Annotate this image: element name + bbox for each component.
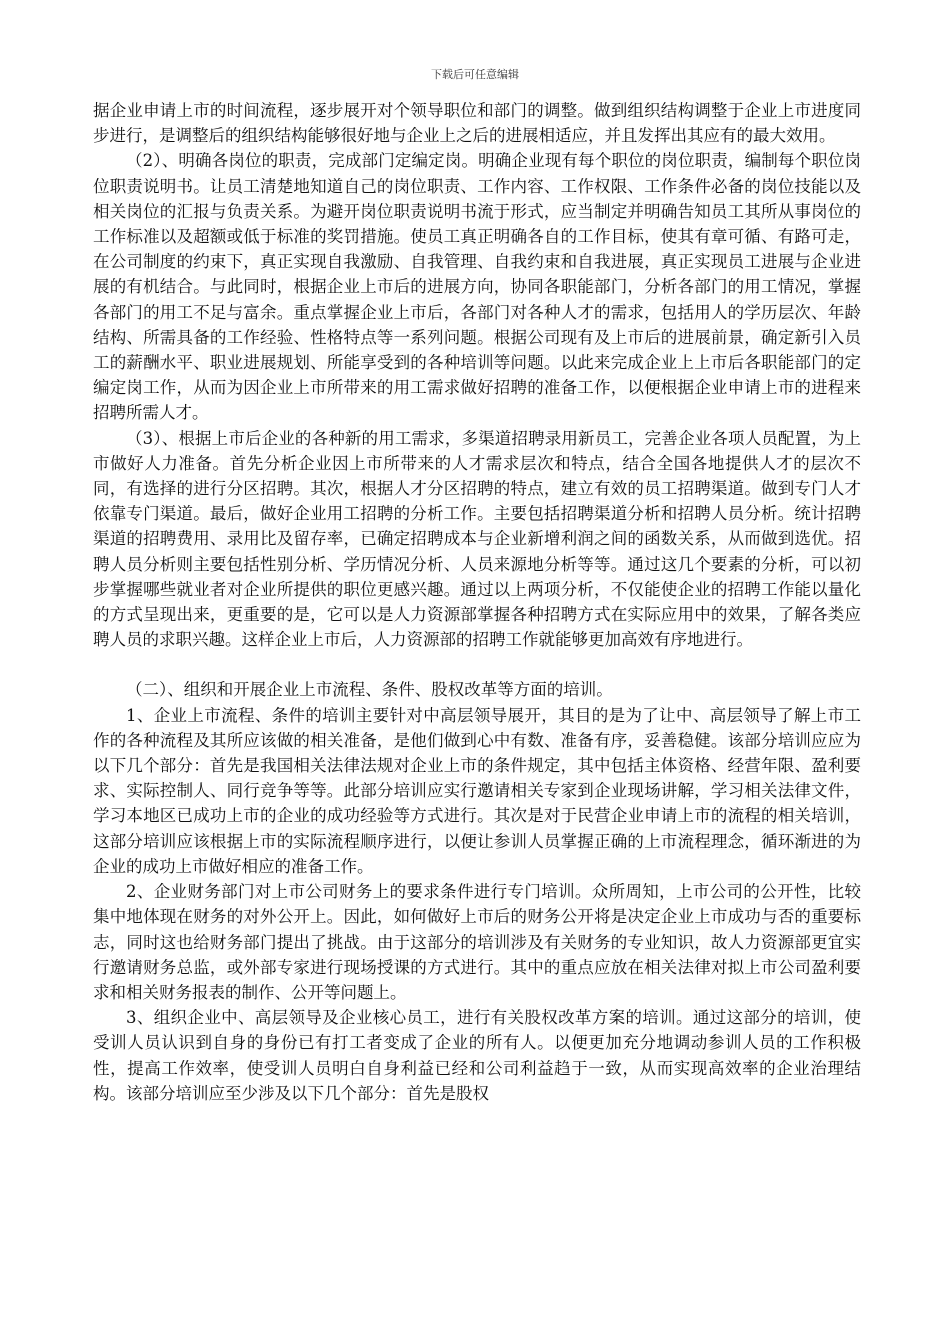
paragraph-training-2: 2、企业财务部门对上市公司财务上的要求条件进行专门培训。众所周知，上市公司的公开性，比较集中地体现在财务的对外公开上。因此，如何做好上市后的财务公开将是决定企业上市成功与否的重要标志，同时这也给财务部门提出了挑战。由于这部分的培训涉及有关财务的专业知识，故人力资源部更宜实行邀请财务总监，或外部专家进行现场授课的方式进行。其中的重点应放在相关法律对拟上市公司盈利要求和相关财务报表的制作、公开等问题上。 xyxy=(93,882,861,1002)
paragraph-training-1: 1、企业上市流程、条件的培训主要针对中高层领导展开，其目的是为了让中、高层领导了解上市工作的各种流程及其所应该做的相关准备，是他们做到心中有数、准备有序，妥善稳健。该部分培训应应为以下几个部分：首先是我国相关法律法规对企业上市的条件规定，其中包括主体资格、经营年限、盈利要求、实际控制人、同行竞争等等。此部分培训应实行邀请相关专家到企业现场讲解，学习相关法律文件，学习本地区已成功上市的企业的成功经验等方式进行。其次是对于民营企业申请上市的流程的相关培训，这部分培训应该根据上市的实际流程顺序进行，以便让参训人员掌握正确的上市流程理念，循环渐进的为企业的成功上市做好相应的准备工作。 xyxy=(93,705,861,876)
paragraph-gap xyxy=(93,652,861,677)
document-body xyxy=(93,98,861,1106)
paragraph-item-3: （3）、根据上市后企业的各种新的用工需求，多渠道招聘录用新员工，完善企业各项人员配置，为上市做好人力准备。首先分析企业因上市所带来的人才需求层次和特点，结合全国各地提供人才的层次不同，有选择的进行分区招聘。其次，根据人才分区招聘的特点，建立有效的员工招聘渠道。做到专门人才依靠专门渠道。最后，做好企业用工招聘的分析工作。主要包括招聘渠道分析和招聘人员分析。统计招聘渠道的招聘费用、录用比及留存率，已确定招聘成本与企业新增利润之间的函数关系，从而做到选优。招聘人员分析则主要包括性别分析、学历情况分析、人员来源地分析等等。通过这几个要素的分析，可以初步掌握哪些就业者对企业所提供的职位更感兴趣。通过以上两项分析，不仅能使企业的招聘工作能以量化的方式呈现出来，更重要的是，它可以是人力资源部掌握各种招聘方式在实际应用中的效果，了解各类应聘人员的求职兴趣。这样企业上市后，人力资源部的招聘工作就能够更加高效有序地进行。 xyxy=(93,428,861,650)
page-header-note: 下载后可任意编辑 xyxy=(431,68,519,81)
paragraph-training-3: 3、组织企业中、高层领导及企业核心员工，进行有关股权改革方案的培训。通过这部分的培训，使受训人员认识到自身的身份已有打工者变成了企业的所有人。以便更加充分地调动参训人员的工作积极性，提高工作效率，使受训人员明白自身利益已经和公司利益趋于一致，从而实现高效率的企业治理结构。该部分培训应至少涉及以下几个部分：首先是股权 xyxy=(93,1008,861,1103)
paragraph-continuation: 据企业申请上市的时间流程，逐步展开对个领导职位和部门的调整。做到组织结构调整于企业上市进度同步进行，是调整后的组织结构能够很好地与企业上之后的进展相适应，并且发挥出其应有的最大效用。 xyxy=(93,101,861,146)
section-heading-2: （二）、组织和开展企业上市流程、条件、股权改革等方面的培训。 xyxy=(126,680,613,700)
paragraph-item-2: （2）、明确各岗位的职责，完成部门定编定岗。明确企业现有每个职位的岗位职责，编制每个职位岗位职责说明书。让员工清楚地知道自己的岗位职责、工作内容、工作权限、工作条件必备的岗位技能以及相关岗位的汇报与负责关系。为避开岗位职责说明书流于形式，应当制定并明确告知员工其所从事岗位的工作标准以及超额或低于标准的奖罚措施。使员工真正明确各自的工作目标，使其有章可循、有路可走，在公司制度的约束下，真正实现自我激励、自我管理、自我约束和自我进展，真正实现员工进展与企业进展的有机结合。与此同时，根据企业上市后的进展方向，协同各职能部门，分析各部门的用工情况，掌握各部门的用工不足与富余。重点掌握企业上市后，各部门对各种人才的需求，包括用人的学历层次、年龄结构、所需具备的工作经验、性格特点等一系列问题。根据公司现有及上市后的进展前景，确定新引入员工的薪酬水平、职业进展规划、所能享受到的各种培训等问题。以此来完成企业上上市后各职能部门的定编定岗工作，从而为因企业上市所带来的用工需求做好招聘的准备工作，以便根据企业申请上市的进程来招聘所需人才。 xyxy=(93,151,861,423)
